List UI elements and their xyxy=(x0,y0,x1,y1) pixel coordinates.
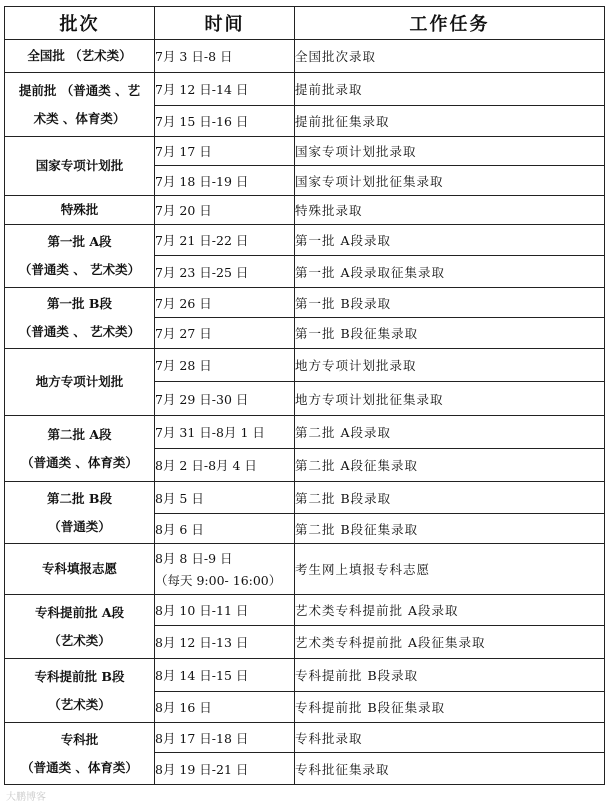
task-cell: 艺术类专科提前批 A段征集录取 xyxy=(295,626,605,659)
header-row xyxy=(5,7,605,40)
time-cell xyxy=(155,225,295,256)
table-row xyxy=(5,659,605,692)
batch-cell xyxy=(5,544,155,595)
table-row xyxy=(5,349,605,382)
time-note: （每天 9:00- 16:00） xyxy=(155,573,282,588)
task-cell: 特殊批录取 xyxy=(295,196,605,225)
batch-label-line: 地方专项计划批 xyxy=(35,374,124,389)
task-cell: 专科提前批 B段录取 xyxy=(295,659,605,692)
task-cell: 提前批征集录取 xyxy=(295,106,605,137)
time-text: 7月 23 日-25 日 xyxy=(155,264,249,280)
batch-label-line: （普通类 、体育类） xyxy=(21,759,138,775)
batch-label-line: （普通类 、 艺术类） xyxy=(18,262,141,277)
time-text: 8月 14 日-15 日 xyxy=(155,668,249,683)
time-text: 7月 20 日 xyxy=(155,203,212,218)
batch-cell xyxy=(5,595,155,659)
batch-cell xyxy=(5,225,155,288)
task-cell: 国家专项计划批录取 xyxy=(295,137,605,166)
task-cell: 专科批录取 xyxy=(295,723,605,753)
table-row xyxy=(5,40,605,73)
time-text: 8月 6 日 xyxy=(155,521,204,537)
time-cell xyxy=(155,416,295,449)
time-cell xyxy=(155,106,295,137)
table-body xyxy=(5,40,605,785)
time-text: 8月 2 日-8月 4 日 xyxy=(155,458,257,473)
batch-label-line: 全国批 （艺术类） xyxy=(27,48,132,63)
batch-label-line: （普通类） xyxy=(48,518,111,534)
batch-label-line: 第一批 A段 xyxy=(47,234,112,249)
batch-label-line: （艺术类） xyxy=(48,632,111,648)
time-text: 7月 28 日 xyxy=(155,358,212,373)
time-text: 7月 18 日-19 日 xyxy=(155,173,249,189)
time-text: 7月 26 日 xyxy=(155,295,212,311)
time-cell xyxy=(155,349,295,382)
time-cell xyxy=(155,382,295,416)
task-cell: 专科提前批 B段征集录取 xyxy=(295,692,605,723)
task-cell: 国家专项计划批征集录取 xyxy=(295,166,605,196)
batch-label-line: （艺术类） xyxy=(48,696,111,712)
admission-schedule-table xyxy=(4,6,605,785)
time-cell xyxy=(155,40,295,73)
task-cell: 提前批录取 xyxy=(295,73,605,106)
batch-cell xyxy=(5,659,155,723)
header-batch: 批次 xyxy=(5,7,155,40)
batch-cell xyxy=(5,40,155,73)
time-cell xyxy=(155,626,295,659)
time-cell xyxy=(155,723,295,753)
task-cell: 第二批 A段录取 xyxy=(295,416,605,449)
batch-cell xyxy=(5,723,155,785)
batch-label-line: （普通类 、 艺术类） xyxy=(18,324,141,339)
time-text: 8月 16 日 xyxy=(155,700,212,715)
time-text: 8月 5 日 xyxy=(155,490,204,506)
table-row xyxy=(5,288,605,318)
time-cell xyxy=(155,137,295,166)
batch-label-line: 专科提前批 A段 xyxy=(34,604,125,620)
batch-label-line: 第一批 B段 xyxy=(47,296,112,311)
time-text: 8月 10 日-11 日 xyxy=(155,603,249,618)
time-text: 8月 19 日-21 日 xyxy=(155,761,249,777)
batch-label-line: 第二批 B段 xyxy=(47,490,112,506)
batch-label-line: 提前批 （普通类 、艺 xyxy=(18,82,141,98)
task-cell: 专科批征集录取 xyxy=(295,753,605,785)
task-cell: 第二批 B段征集录取 xyxy=(295,514,605,544)
time-cell xyxy=(155,544,295,595)
time-cell xyxy=(155,659,295,692)
task-cell: 第一批 B段录取 xyxy=(295,288,605,318)
table-row xyxy=(5,723,605,753)
task-cell: 第一批 B段征集录取 xyxy=(295,318,605,349)
time-cell xyxy=(155,692,295,723)
time-text: 7月 31 日-8月 1 日 xyxy=(155,425,265,440)
batch-label-line: 国家专项计划批 xyxy=(35,158,124,173)
time-cell xyxy=(155,288,295,318)
batch-cell xyxy=(5,349,155,416)
task-cell: 全国批次录取 xyxy=(295,40,605,73)
batch-label-line: 术类 、体育类） xyxy=(33,110,126,126)
table-row xyxy=(5,196,605,225)
task-cell: 地方专项计划批征集录取 xyxy=(295,382,605,416)
batch-label-line: 第二批 A段 xyxy=(47,426,112,442)
time-text: 7月 12 日-14 日 xyxy=(155,82,249,97)
time-cell xyxy=(155,482,295,514)
task-cell: 第二批 A段征集录取 xyxy=(295,449,605,482)
batch-cell xyxy=(5,482,155,544)
time-text: 7月 29 日-30 日 xyxy=(155,391,249,407)
time-cell xyxy=(155,256,295,288)
table-row xyxy=(5,595,605,626)
table-row xyxy=(5,482,605,514)
task-cell: 第一批 A段录取征集录取 xyxy=(295,256,605,288)
table-row xyxy=(5,137,605,166)
header-time: 时间 xyxy=(155,7,295,40)
table-row xyxy=(5,225,605,256)
time-cell xyxy=(155,449,295,482)
batch-label-line: 专科提前批 B段 xyxy=(34,668,125,684)
time-text: 7月 17 日 xyxy=(155,144,212,159)
time-cell xyxy=(155,318,295,349)
task-cell: 考生网上填报专科志愿 xyxy=(295,544,605,595)
table-row xyxy=(5,416,605,449)
batch-label-line: 专科批 xyxy=(60,731,99,747)
time-cell xyxy=(155,73,295,106)
time-text: 7月 3 日-8 日 xyxy=(155,49,233,64)
time-text: 8月 12 日-13 日 xyxy=(155,635,249,650)
header-task: 工作任务 xyxy=(295,7,605,40)
batch-cell xyxy=(5,196,155,225)
time-text: 8月 8 日-9 日 xyxy=(155,551,233,566)
batch-cell xyxy=(5,137,155,196)
watermark: 大鹏博客 xyxy=(6,792,46,803)
time-text: 7月 27 日 xyxy=(155,326,212,341)
time-cell xyxy=(155,753,295,785)
time-cell xyxy=(155,196,295,225)
batch-cell xyxy=(5,288,155,349)
task-cell: 地方专项计划批录取 xyxy=(295,349,605,382)
batch-label-line: （普通类 、体育类） xyxy=(21,454,138,470)
batch-cell xyxy=(5,73,155,137)
time-text: 7月 21 日-22 日 xyxy=(155,233,249,248)
time-cell xyxy=(155,166,295,196)
task-cell: 第二批 B段录取 xyxy=(295,482,605,514)
batch-label-line: 特殊批 xyxy=(60,202,99,217)
time-cell xyxy=(155,595,295,626)
table-row xyxy=(5,73,605,106)
table-row xyxy=(5,544,605,595)
task-cell: 艺术类专科提前批 A段录取 xyxy=(295,595,605,626)
time-text: 8月 17 日-18 日 xyxy=(155,730,249,746)
batch-label-line: 专科填报志愿 xyxy=(41,561,117,576)
time-text: 7月 15 日-16 日 xyxy=(155,114,249,129)
batch-cell xyxy=(5,416,155,482)
time-cell xyxy=(155,514,295,544)
task-cell: 第一批 A段录取 xyxy=(295,225,605,256)
